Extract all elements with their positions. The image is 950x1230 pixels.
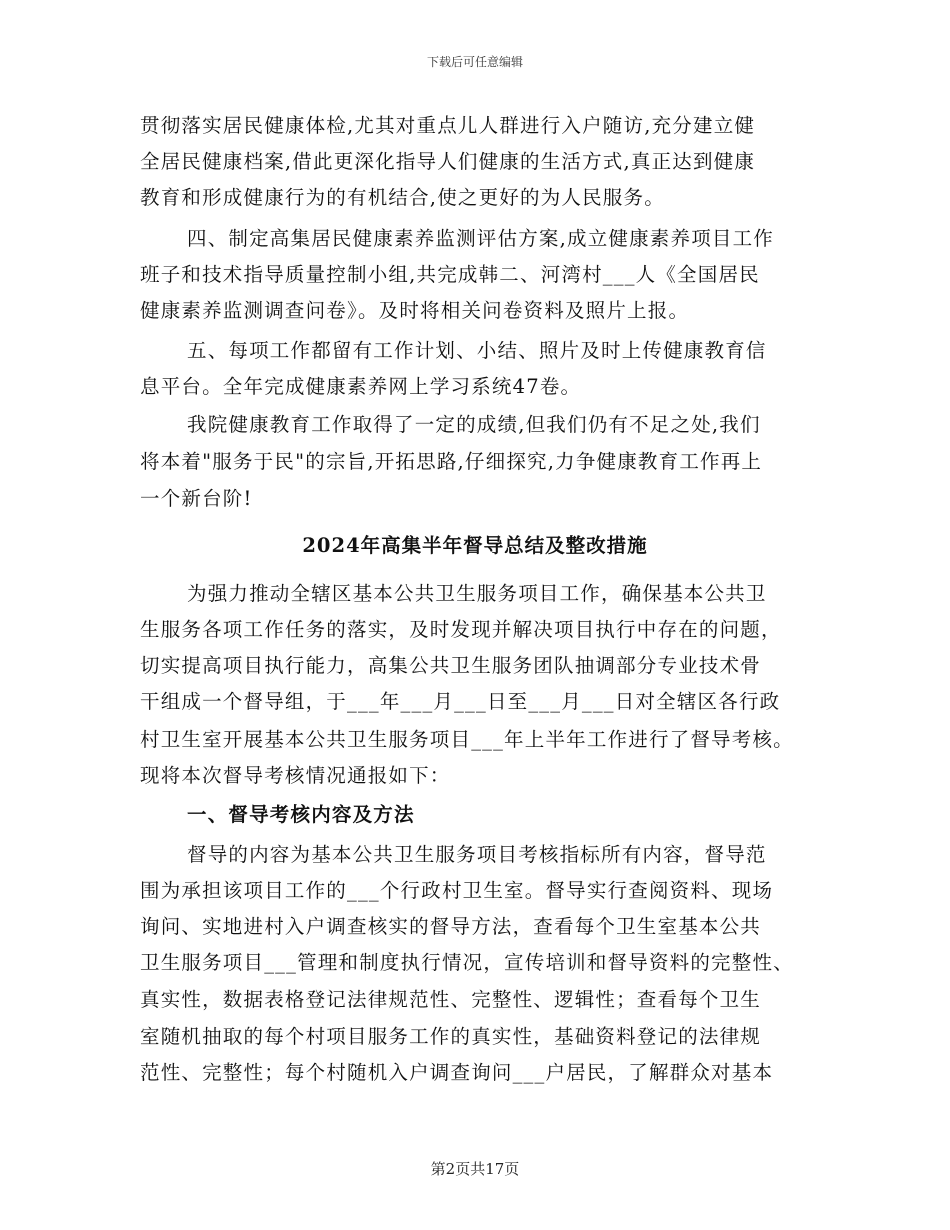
text-line: 息平台。全年完成健康素养网上学习系统47卷。 — [140, 375, 582, 398]
text-line: 询问、实地进村入户调查核实的督导方法，查看每个卫生室基本公共 — [140, 915, 762, 938]
text-line: 我院健康教育工作取得了一定的成绩,但我们仍有不足之处,我们 — [187, 413, 761, 436]
text-line: 村卫生室开展基本公共卫生服务项目___年上半年工作进行了督导考核。 — [140, 728, 794, 751]
header-note: 下载后可任意编辑 — [426, 55, 523, 69]
text-line: 为强力推动全辖区基本公共卫生服务项目工作，确保基本公共卫 — [187, 582, 767, 605]
text-line: 围为承担该项目工作的___个行政村卫生室。督导实行查阅资料、现场 — [140, 879, 774, 902]
text-line: 督导的内容为基本公共卫生服务项目考核指标所有内容，督导范 — [187, 843, 767, 866]
text-line: 五、每项工作都留有工作计划、小结、照片及时上传健康教育信 — [187, 339, 767, 362]
text-line: 室随机抽取的每个村项目服务工作的真实性，基础资料登记的法律规 — [140, 1025, 762, 1048]
page-footer: 第2页共17页 — [430, 1160, 520, 1178]
text-line: 教育和形成健康行为的有机结合,使之更好的为人民服务。 — [140, 186, 665, 209]
text-line: 一个新台阶! — [140, 487, 253, 510]
text-line: 健康素养监测调查问卷》。及时将相关问卷资料及照片上报。 — [140, 299, 690, 322]
text-line: 贯彻落实居民健康体检,尤其对重点儿人群进行入户随访,充分建立健 — [140, 114, 756, 137]
text-line: 将本着"服务于民"的宗旨,开拓思路,仔细探究,力争健康教育工作再上 — [140, 450, 763, 473]
text-line: 生服务各项工作任务的落实，及时发现并解决项目执行中存在的问题， — [140, 618, 782, 641]
text-line: 范性、完整性；每个村随机入户调查询问___户居民，了解群众对基本 — [140, 1061, 774, 1084]
text-line: 全居民健康档案,借此更深化指导人们健康的生活方式,真正达到健康 — [140, 150, 756, 173]
text-line: 切实提高项目执行能力，高集公共卫生服务团队抽调部分专业技术骨 — [140, 654, 762, 677]
text-line: 四、制定高集居民健康素养监测评估方案,成立健康素养项目工作 — [187, 227, 774, 250]
document-title: 2024年高集半年督导总结及整改措施 — [302, 534, 648, 557]
text-line: 真实性，数据表格登记法律规范性、完整性、逻辑性；查看每个卫生 — [140, 988, 762, 1011]
text-line: 卫生服务项目___管理和制度执行情况，宣传培训和督导资料的完整性、 — [140, 951, 794, 974]
section-heading: 一、督导考核内容及方法 — [187, 803, 415, 826]
text-line: 班子和技术指导质量控制小组,共完成韩二、河湾村___人《全国居民 — [140, 263, 760, 286]
text-line: 干组成一个督导组，于___年___月___日至___月___日对全辖区各行政 — [140, 690, 781, 713]
text-line: 现将本次督导考核情况通报如下： — [140, 764, 451, 787]
